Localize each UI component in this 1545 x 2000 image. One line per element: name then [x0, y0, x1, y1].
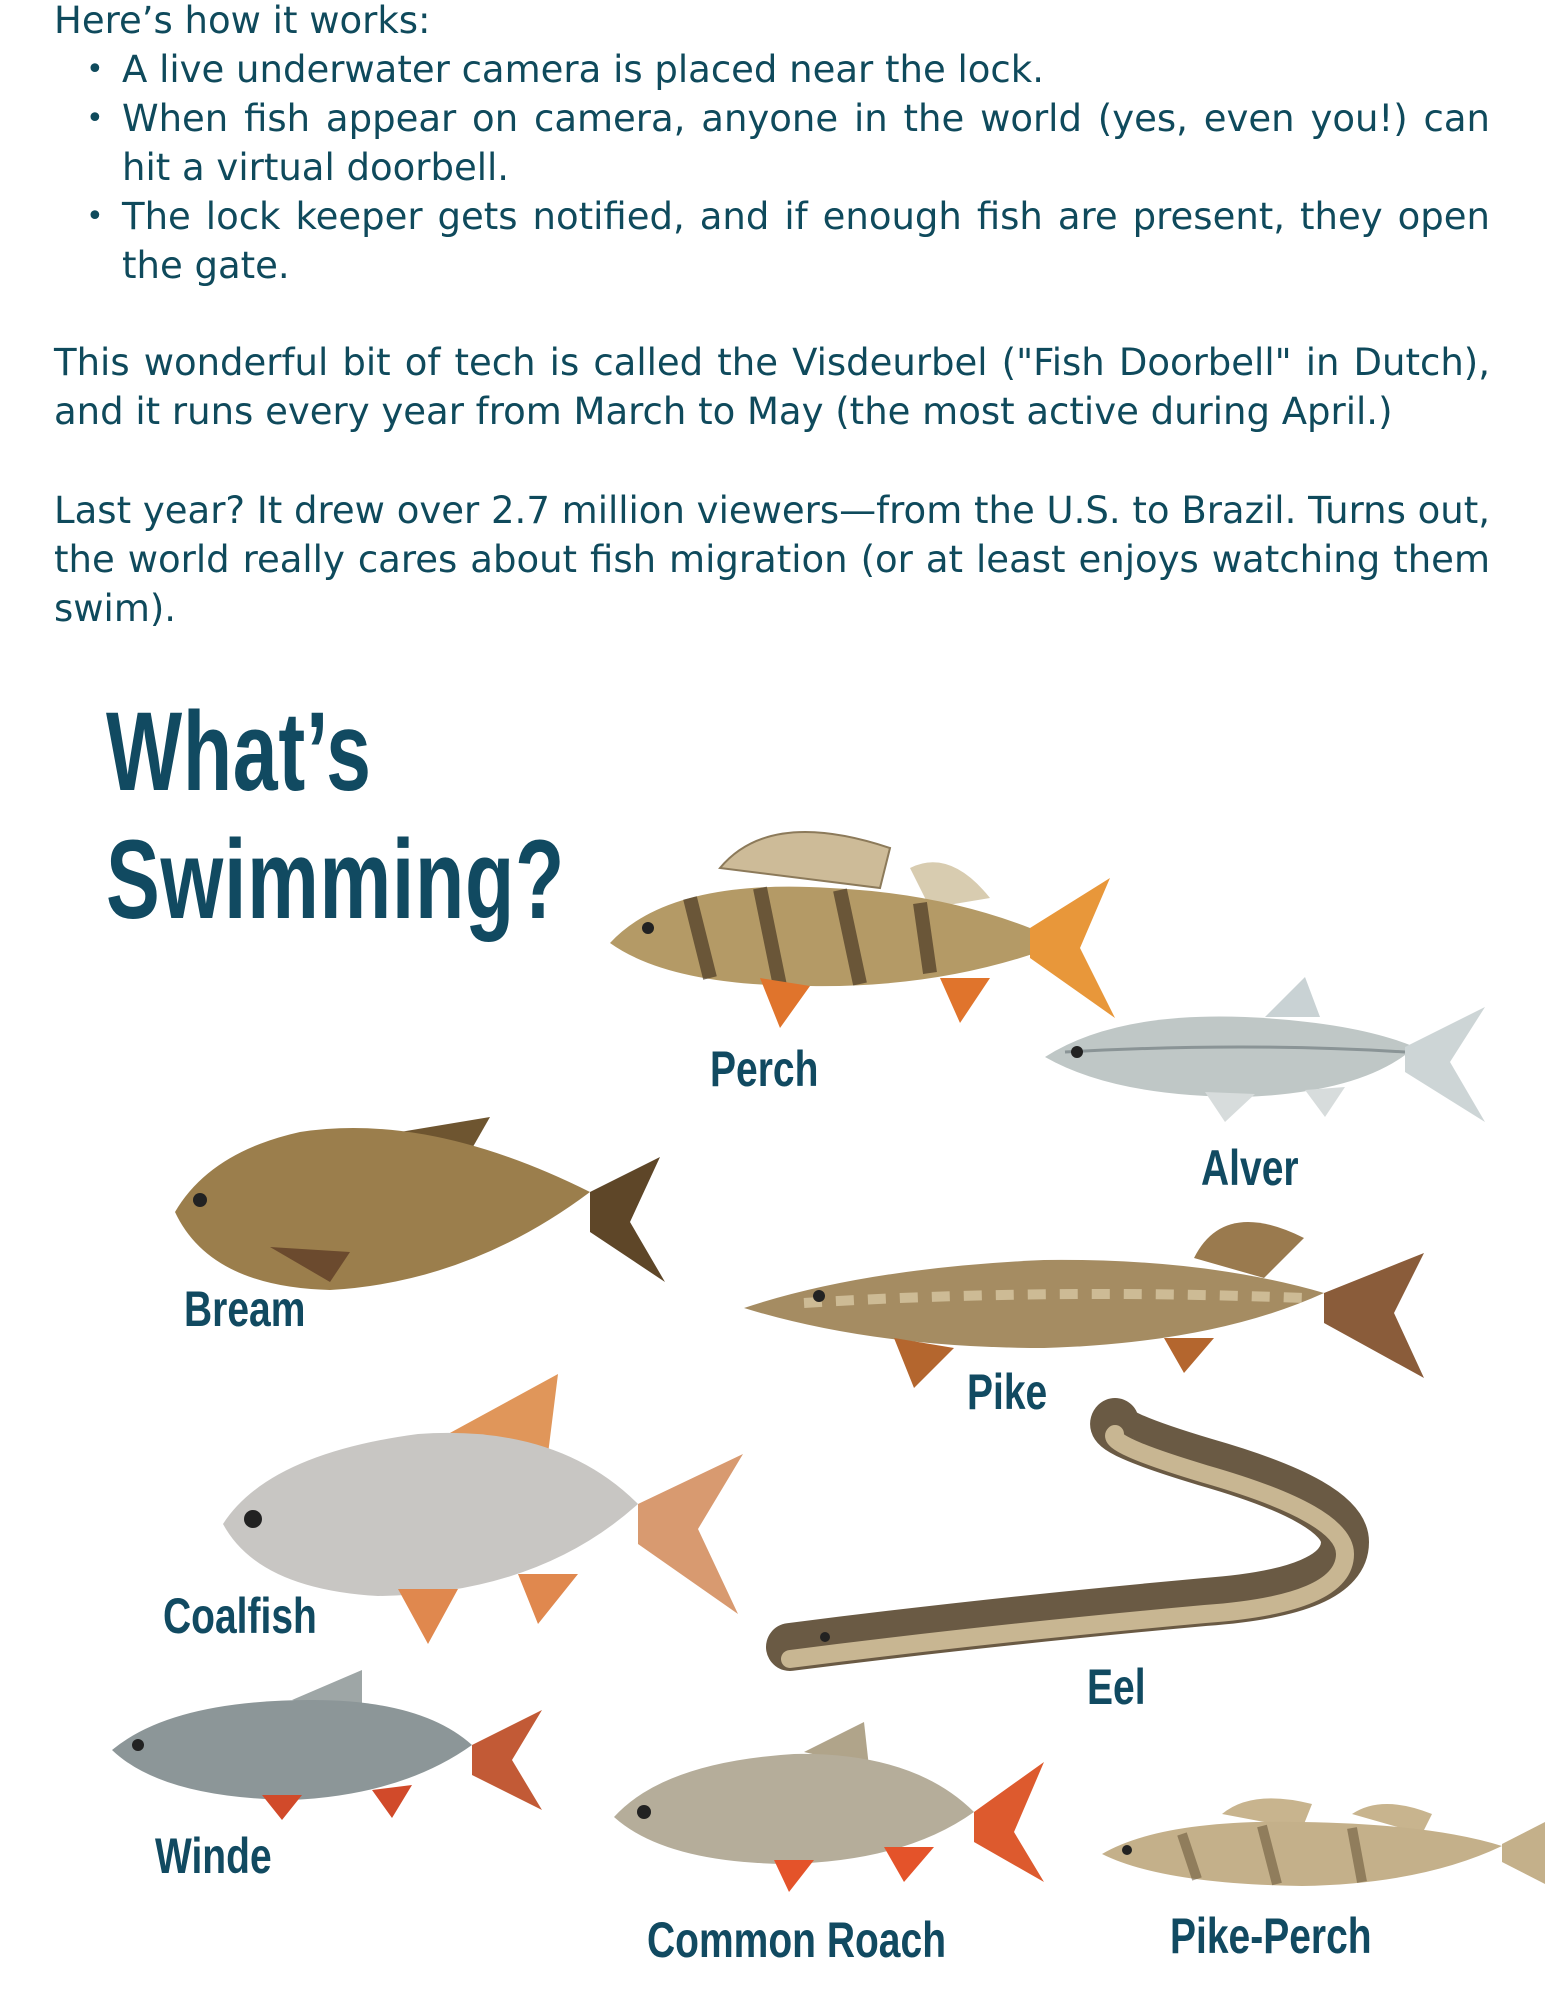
winde-image: [112, 1670, 547, 1820]
how-it-works-list: [54, 45, 1490, 290]
pike-perch-image: [1102, 1784, 1545, 1904]
section-title: [106, 688, 565, 944]
viewers-paragraph: Last year? It drew over 2.7 million viewers—from the U.S. to Brazil. Turns out, the world really cares about fish migration (or at least enjoys watching them swim).: [54, 489, 1490, 630]
common-roach-image: [614, 1722, 1054, 1892]
fish-label-alver: Alver: [1201, 1140, 1299, 1196]
bream-image: [170, 1112, 670, 1302]
intro-section: [54, 0, 1490, 290]
fish-label-winde: Winde: [155, 1828, 272, 1884]
intro-lead: Here’s how it works:: [54, 0, 431, 42]
fish-label-coalfish: Coalfish: [163, 1588, 317, 1644]
fish-label-common-roach: Common Roach: [647, 1912, 947, 1968]
list-item: • The lock keeper gets notified, and if enough fish are present, they open the gate.: [122, 192, 1490, 290]
alver-image: [1045, 972, 1490, 1127]
section-title-line2: Swimming?: [106, 817, 565, 942]
section-title-line1: What’s: [106, 689, 372, 814]
fish-label-eel: Eel: [1087, 1659, 1146, 1715]
fish-label-bream: Bream: [184, 1281, 306, 1337]
fish-label-pike: Pike: [967, 1364, 1048, 1420]
visdeurbel-paragraph: This wonderful bit of tech is called the Visdeurbel ("Fish Doorbell" in Dutch), and it runs every year from March to May (the most active during April.): [54, 341, 1490, 433]
fish-label-pike-perch: Pike-Perch: [1170, 1908, 1372, 1964]
pike-image: [744, 1198, 1429, 1398]
fish-label-perch: Perch: [710, 1041, 819, 1097]
list-item: • When fish appear on camera, anyone in the world (yes, even you!) can hit a virtual doorbell.: [122, 94, 1490, 192]
eel-image: [785, 1422, 1455, 1670]
list-item: • A live underwater camera is placed near the lock.: [122, 45, 1490, 94]
